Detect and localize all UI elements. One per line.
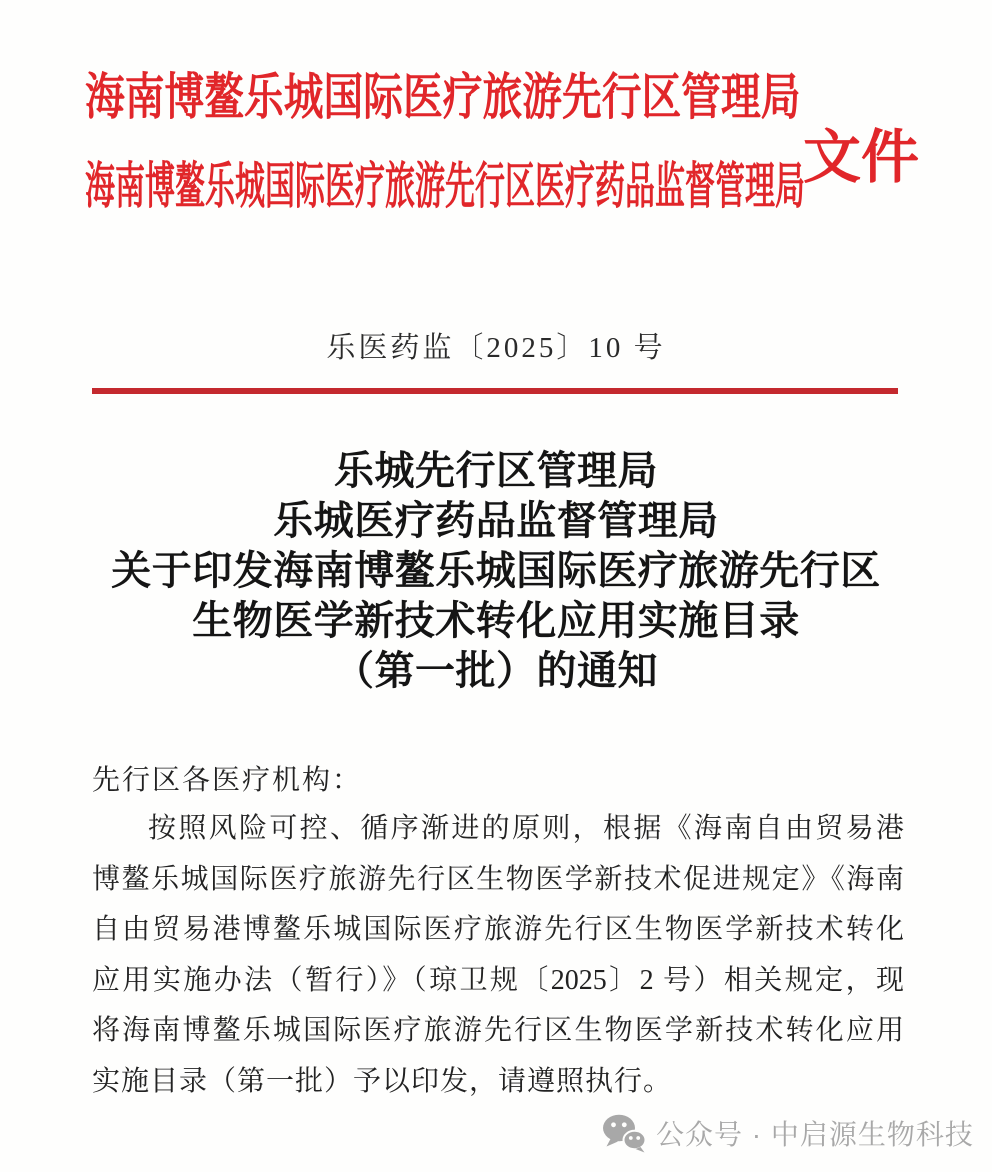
doc-type-label: 文件 <box>803 125 920 190</box>
watermark-label: 公众号 · 中启源生物科技 <box>656 1119 974 1150</box>
title-line-1: 乐城先行区管理局 <box>334 448 658 493</box>
title-line-2: 乐城医疗药品监督管理局 <box>273 498 719 543</box>
body-line: 应用实施办法（暂行）》（琼卫规〔2025〕2 号）相关规定，现 <box>92 964 904 996</box>
agency-name-line1: 海南博鳌乐城国际医疗旅游先行区管理局 <box>85 69 801 125</box>
agency-name-line2: 海南博鳌乐城国际医疗旅游先行区医疗药品监督管理局 <box>85 158 805 214</box>
salutation: 先行区各医疗机构： <box>92 765 363 796</box>
title-line-5: （第一批）的通知 <box>334 648 658 693</box>
red-divider-rule <box>92 388 898 394</box>
wechat-icon <box>602 1113 646 1153</box>
body-paragraph <box>92 804 904 1107</box>
title-line-4: 生物医学新技术转化应用实施目录 <box>192 598 800 643</box>
body-line: 实施目录（第一批）予以印发，请遵照执行。 <box>92 1065 673 1097</box>
body-line: 自由贸易港博鳌乐城国际医疗旅游先行区生物医学新技术转化 <box>92 914 904 945</box>
document-title <box>0 446 992 696</box>
doc-number: 乐医药监〔2025〕10 号 <box>326 332 666 364</box>
body-line: 博鳌乐城国际医疗旅游先行区生物医学新技术促进规定》《海南 <box>92 863 904 895</box>
watermark <box>602 1110 974 1156</box>
title-line-3: 关于印发海南博鳌乐城国际医疗旅游先行区 <box>111 548 881 593</box>
body-line: 将海南博鳌乐城国际医疗旅游先行区生物医学新技术转化应用 <box>92 1015 904 1046</box>
body-line: 按照风险可控、循序渐进的原则，根据《海南自由贸易港 <box>148 813 904 844</box>
